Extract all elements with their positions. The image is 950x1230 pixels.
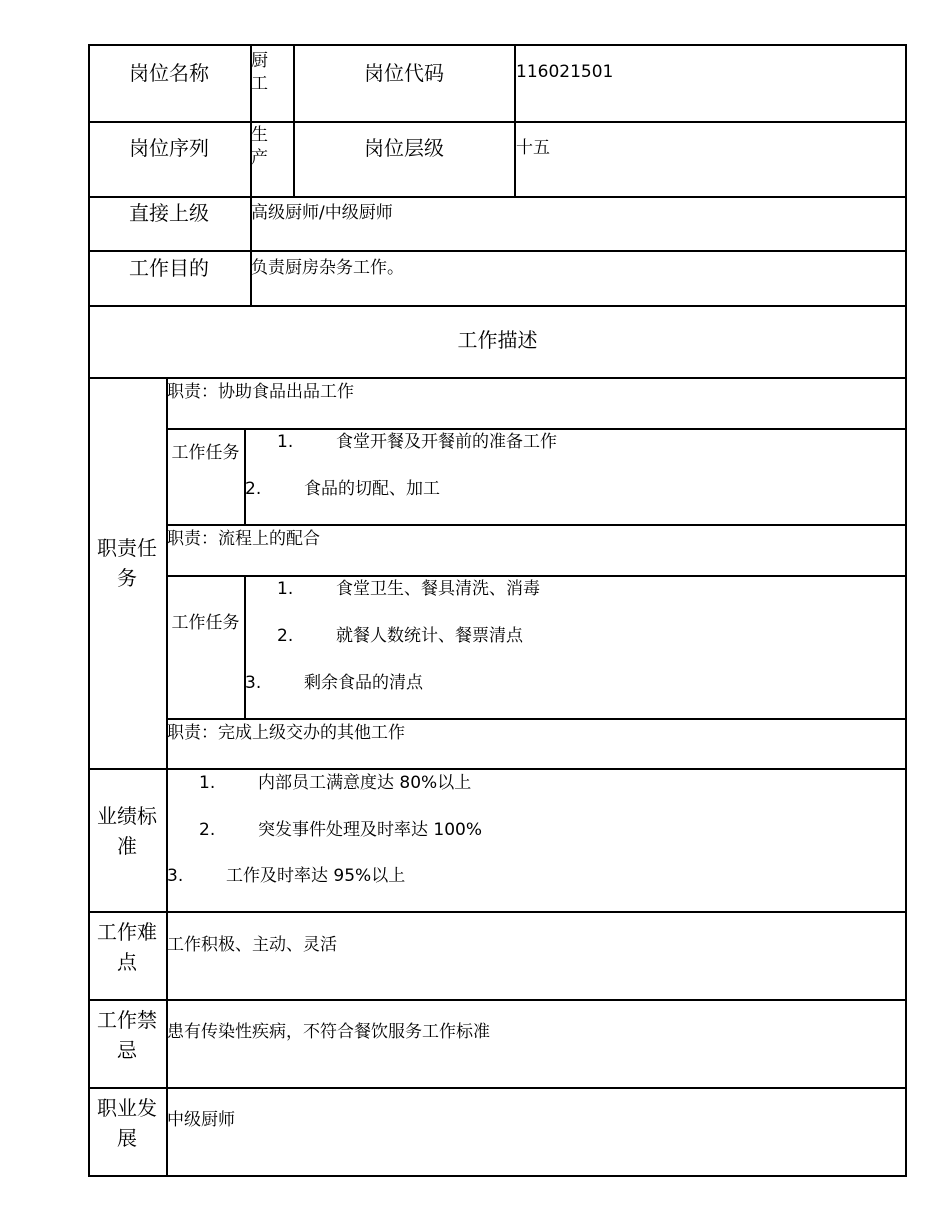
duty-1: 职责：协助食品出品工作 — [167, 382, 354, 402]
position-series-label: 岗位序列 — [129, 136, 209, 160]
superior-label: 直接上级 — [129, 201, 209, 225]
taboo-value: 患有传染性疾病，不符合餐饮服务工作标准 — [167, 1022, 490, 1042]
performance-label: 业绩标准 — [97, 804, 157, 858]
task-1-1-num: 1. — [277, 432, 294, 452]
performance-2-text: 突发事件处理及时率达 100% — [258, 820, 483, 840]
performance-3-num: 3. — [167, 866, 184, 886]
task-label-2: 工作任务 — [171, 613, 240, 633]
performance-3-text: 工作及时率达 95%以上 — [226, 866, 406, 886]
position-level-value: 十五 — [516, 138, 550, 158]
duties-label: 职责任务 — [97, 536, 157, 590]
taboo-label: 工作禁忌 — [97, 1008, 157, 1062]
task-1-1-text: 食堂开餐及开餐前的准备工作 — [336, 432, 557, 452]
task-2-1-text: 食堂卫生、餐具清洗、消毒 — [336, 579, 540, 599]
performance-1-num: 1. — [199, 773, 216, 793]
duty-3: 职责：完成上级交办的其他工作 — [167, 723, 405, 743]
task-2-1-num: 1. — [277, 579, 294, 599]
career-label: 职业发展 — [97, 1096, 157, 1150]
task-label-1: 工作任务 — [171, 443, 240, 463]
position-series-value: 生产 — [251, 125, 268, 168]
position-code-label: 岗位代码 — [364, 61, 444, 85]
performance-1-text: 内部员工满意度达 80%以上 — [258, 773, 472, 793]
duty-2: 职责：流程上的配合 — [167, 529, 320, 549]
purpose-value: 负责厨房杂务工作。 — [251, 258, 404, 278]
task-1-2-text: 食品的切配、加工 — [304, 479, 440, 499]
task-2-3-text: 剩余食品的清点 — [304, 673, 423, 693]
position-name-label: 岗位名称 — [129, 61, 209, 85]
position-level-label: 岗位层级 — [364, 136, 444, 160]
performance-2-num: 2. — [199, 820, 216, 840]
description-title: 工作描述 — [457, 328, 538, 352]
purpose-label: 工作目的 — [129, 256, 209, 280]
position-name-value: 厨工 — [251, 51, 268, 94]
task-2-2-text: 就餐人数统计、餐票清点 — [336, 626, 523, 646]
difficulty-value: 工作积极、主动、灵活 — [167, 935, 337, 955]
task-2-3-num: 3. — [245, 673, 262, 693]
career-value: 中级厨师 — [167, 1110, 235, 1130]
difficulty-label: 工作难点 — [97, 920, 157, 974]
position-code-value: 116021501 — [516, 62, 614, 82]
superior-value: 高级厨师/中级厨师 — [251, 203, 393, 223]
task-1-2-num: 2. — [245, 479, 262, 499]
task-2-2-num: 2. — [277, 626, 294, 646]
